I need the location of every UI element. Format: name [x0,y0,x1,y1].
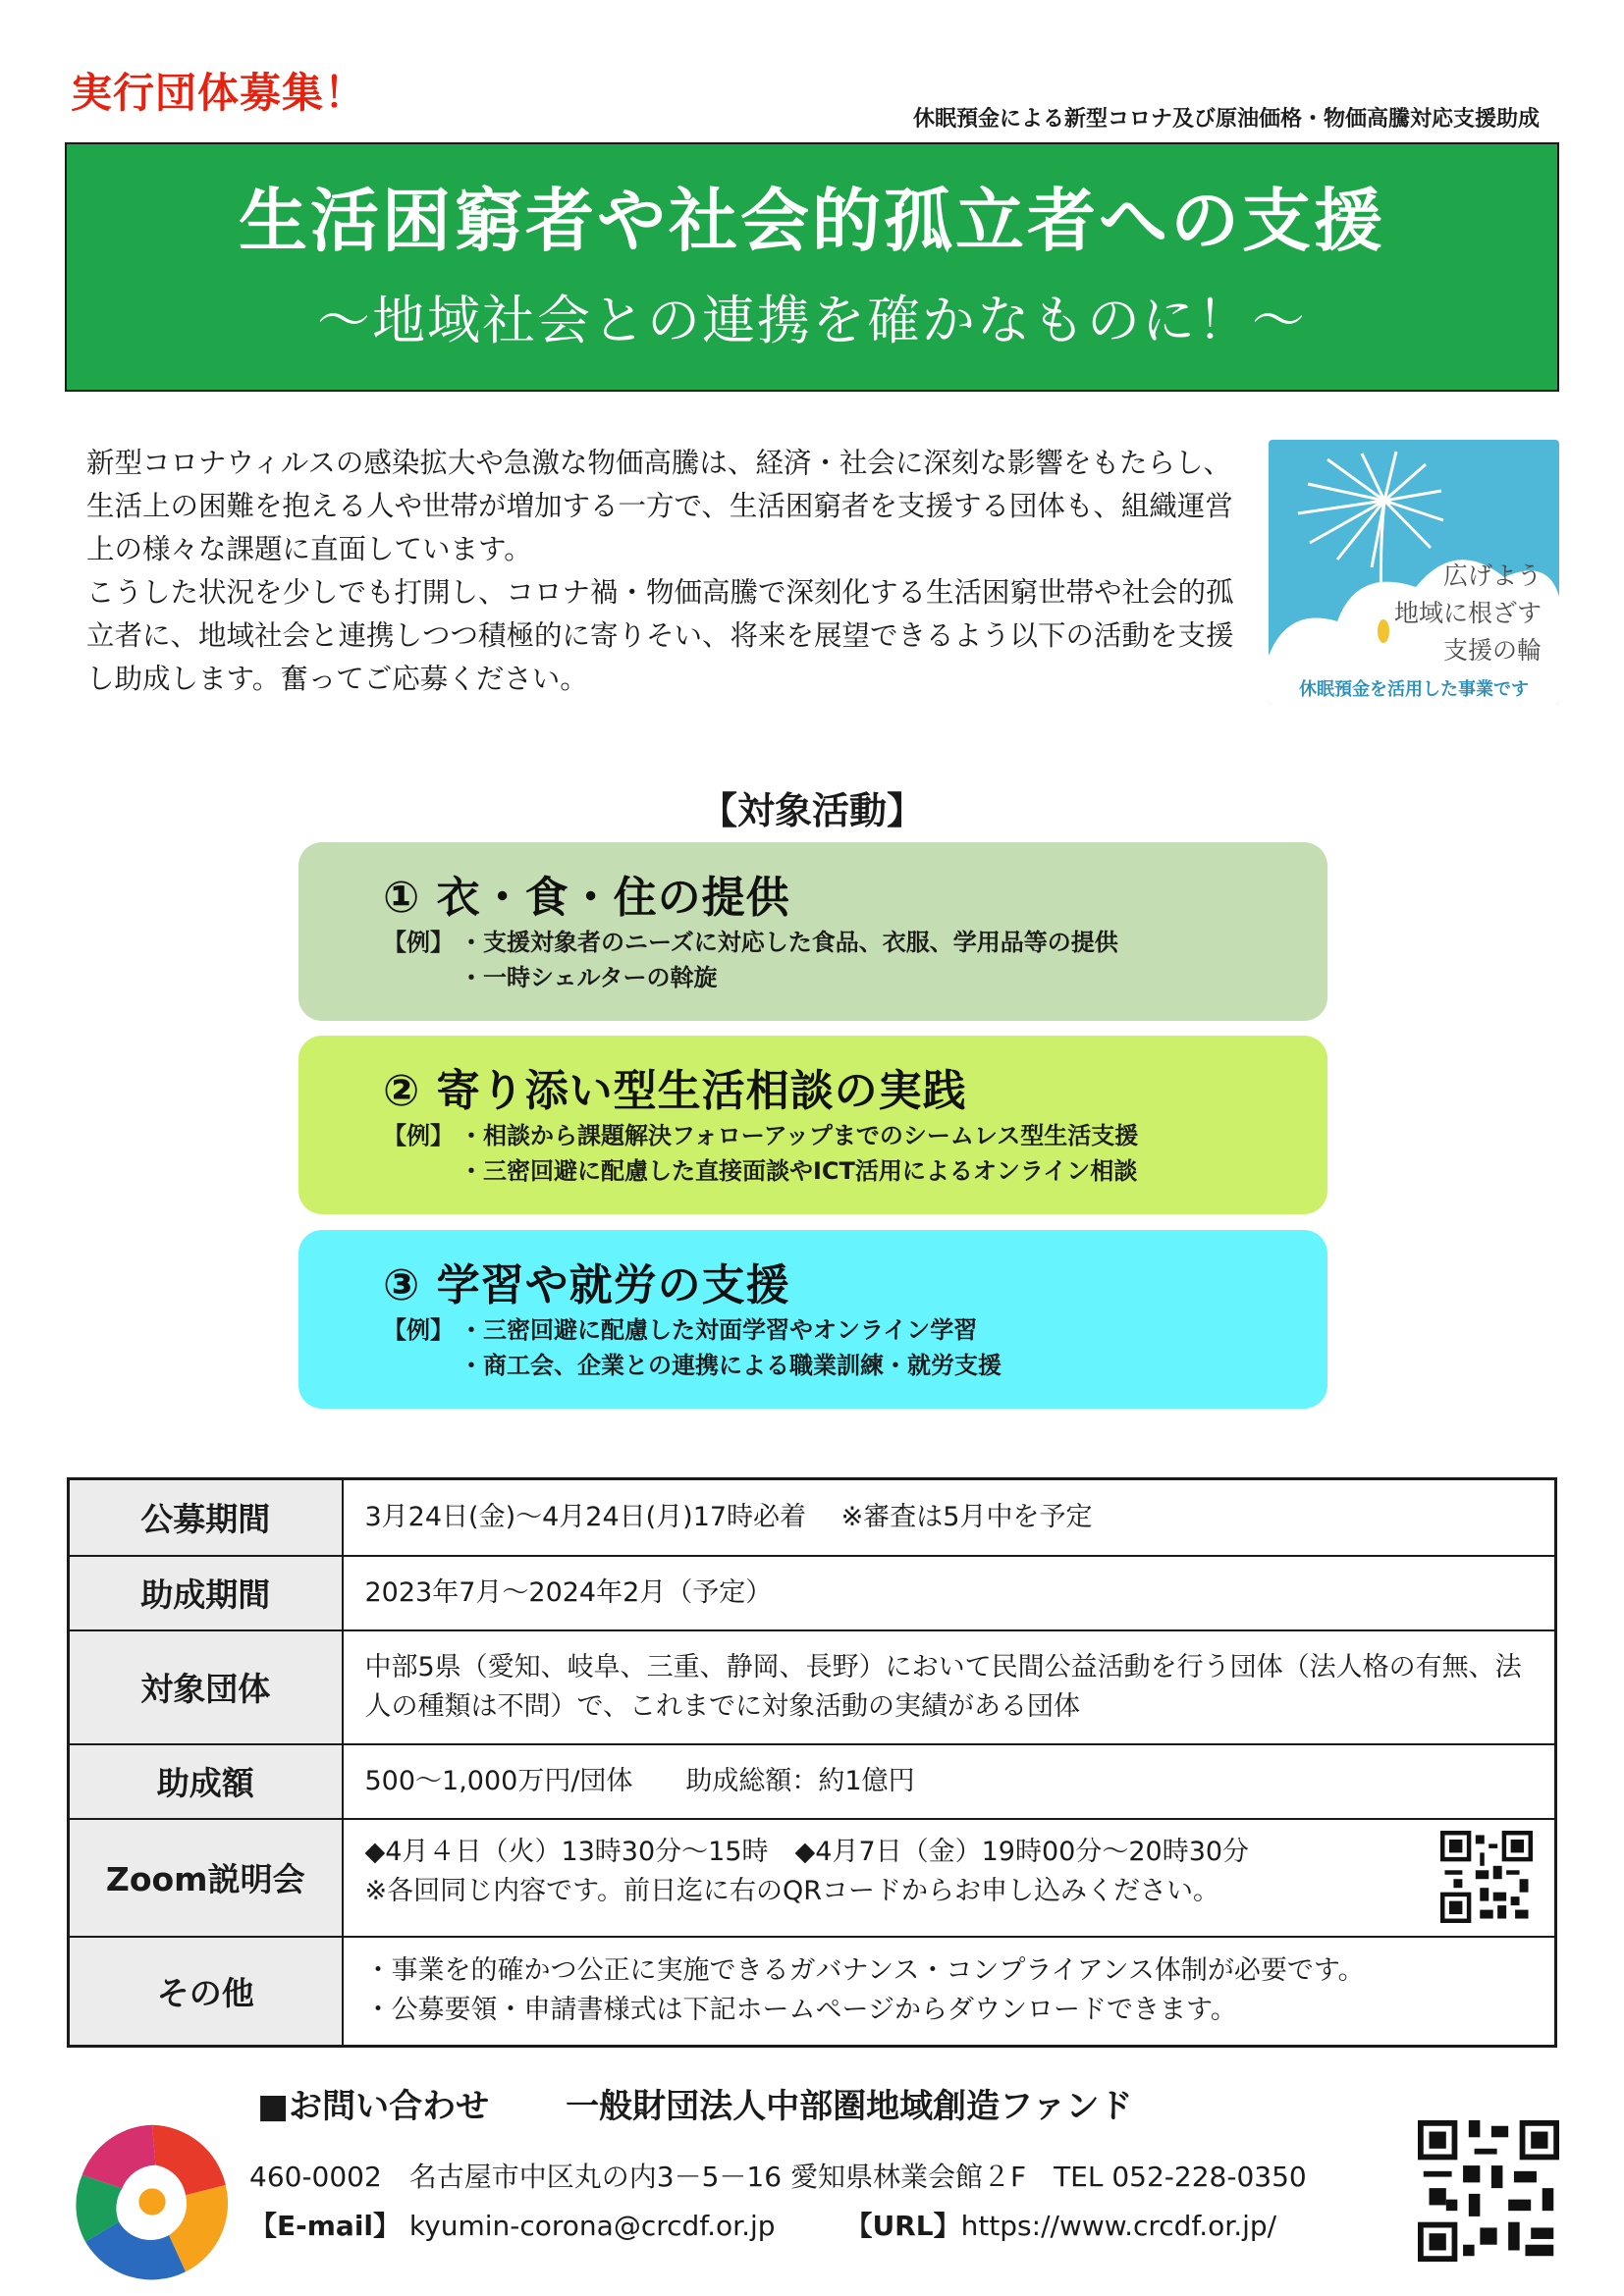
email-link[interactable]: kyumin-corona@crcdf.or.jp [408,2210,776,2242]
zoom-qr-code-icon[interactable] [1440,1831,1533,1923]
row-key: 助成額 [69,1744,343,1819]
website-qr-code-icon[interactable] [1418,2120,1559,2262]
table-row [69,1819,1556,1937]
logo-footer: 休眠預金を活用した事業です [1299,679,1529,700]
contact-address: 460-0002 名古屋市中区丸の内3－5－16 愛知県林業会館２F TEL 052-228-0350 [249,2161,1307,2193]
table-row [69,1744,1556,1819]
row-key: 公募期間 [69,1479,343,1556]
title-banner [65,142,1559,392]
organization-name: 一般財団法人中部圏地域創造ファンド [566,2087,1133,2126]
recruit-label: 実行団体募集！ [71,69,367,117]
activity-example: ・一時シェルターの斡旋 [460,964,718,991]
activity-card-3 [298,1230,1327,1409]
dormant-deposit-logo [1269,440,1559,705]
intro-text [86,442,1245,701]
row-value: 3月24日(金)～4月24日(月)17時必着 ※審査は5月中を予定 [343,1479,1556,1556]
program-name: 休眠預金による新型コロナ及び原油価格・物価高騰対応支援助成 [912,107,1540,132]
row-value: 中部5県（愛知、岐阜、三重、静岡、長野）において民間公益活動を行う団体（法人格の有無、法人の種類は不問）で、これまでに対象活動の実績がある団体 [343,1630,1556,1744]
activity-example: 【例】 ・相談から課題解決フォローアップまでのシームレス型生活支援 [383,1122,1139,1149]
activity-title: ③ 学習や就労の支援 [383,1260,790,1310]
page-subtitle: ～地域社会との連携を確かなものに！～ [317,290,1307,351]
activity-title: ② 寄り添い型生活相談の実践 [383,1066,967,1116]
activities-heading: 【対象活動】 [699,789,924,832]
row-value: 500～1,000万円/団体 助成総額：約1億円 [343,1744,1556,1819]
row-value: ◆4月４日（火）13時30分～15時 ◆4月7日（金）19時00分～20時30分 ※各回同じ内容です。前日迄に右のQRコードからお申し込みください。 [343,1819,1556,1937]
activity-example: ・三密回避に配慮した直接面談やICT活用によるオンライン相談 [460,1157,1138,1185]
website-link[interactable]: https://www.crcdf.or.jp/ [960,2210,1277,2242]
table-row [69,1937,1556,2047]
row-key: その他 [69,1937,343,2047]
row-value: ・事業を的確かつ公正に実施できるガバナンス・コンプライアンス体制が必要です。 ・公募要領・申請書様式は下記ホームページからダウンロードできます。 [343,1937,1556,2047]
activity-example: 【例】 ・三密回避に配慮した対面学習やオンライン学習 [383,1316,978,1344]
table-row [69,1630,1556,1744]
contact-heading: ■お問い合わせ 一般財団法人中部圏地域創造ファンド [257,2087,1133,2126]
table-row [69,1479,1556,1556]
intro-paragraph-1: 新型コロナウィルスの感染拡大や急激な物価高騰は、経済・社会に深刻な影響をもたらし、生活上の困難を抱える人や世帯が増加する一方で、生活困窮者を支援する団体も、組織運営上の様々な課題に直面しています。 [86,447,1233,565]
foundation-logo-icon [69,2118,236,2285]
activity-title: ① 衣・食・住の提供 [383,873,790,923]
contact-email-url: 【E-mail】 kyumin-corona@crcdf.or.jp 【URL】https://www.crcdf.or.jp/ [249,2210,1277,2242]
intro-paragraph-2: こうした状況を少しでも打開し、コロナ禍・物価高騰で深刻化する生活困窮世帯や社会的孤立者に、地域社会と連携しつつ積極的に寄りそい、将来を展望できるよう以下の活動を支援し助成します。奮ってご応募ください。 [86,576,1234,695]
activity-card-2 [298,1036,1327,1214]
page-title: 生活困窮者や社会的孤立者への支援 [239,181,1385,261]
row-key: 助成期間 [69,1556,343,1630]
table-row [69,1556,1556,1630]
details-table [67,1477,1557,2048]
activity-example: ・商工会、企業との連携による職業訓練・就労支援 [460,1352,1001,1379]
logo-slogan: 広げよう 地域に根ざす 支援の輪 [1393,561,1542,665]
activity-example: 【例】 ・支援対象者のニーズに対応した食品、衣服、学用品等の提供 [383,929,1118,956]
row-key: 対象団体 [69,1630,343,1744]
row-key: Zoom説明会 [69,1819,343,1937]
activity-card-1 [298,842,1327,1021]
row-value: 2023年7月～2024年2月（予定） [343,1556,1556,1630]
